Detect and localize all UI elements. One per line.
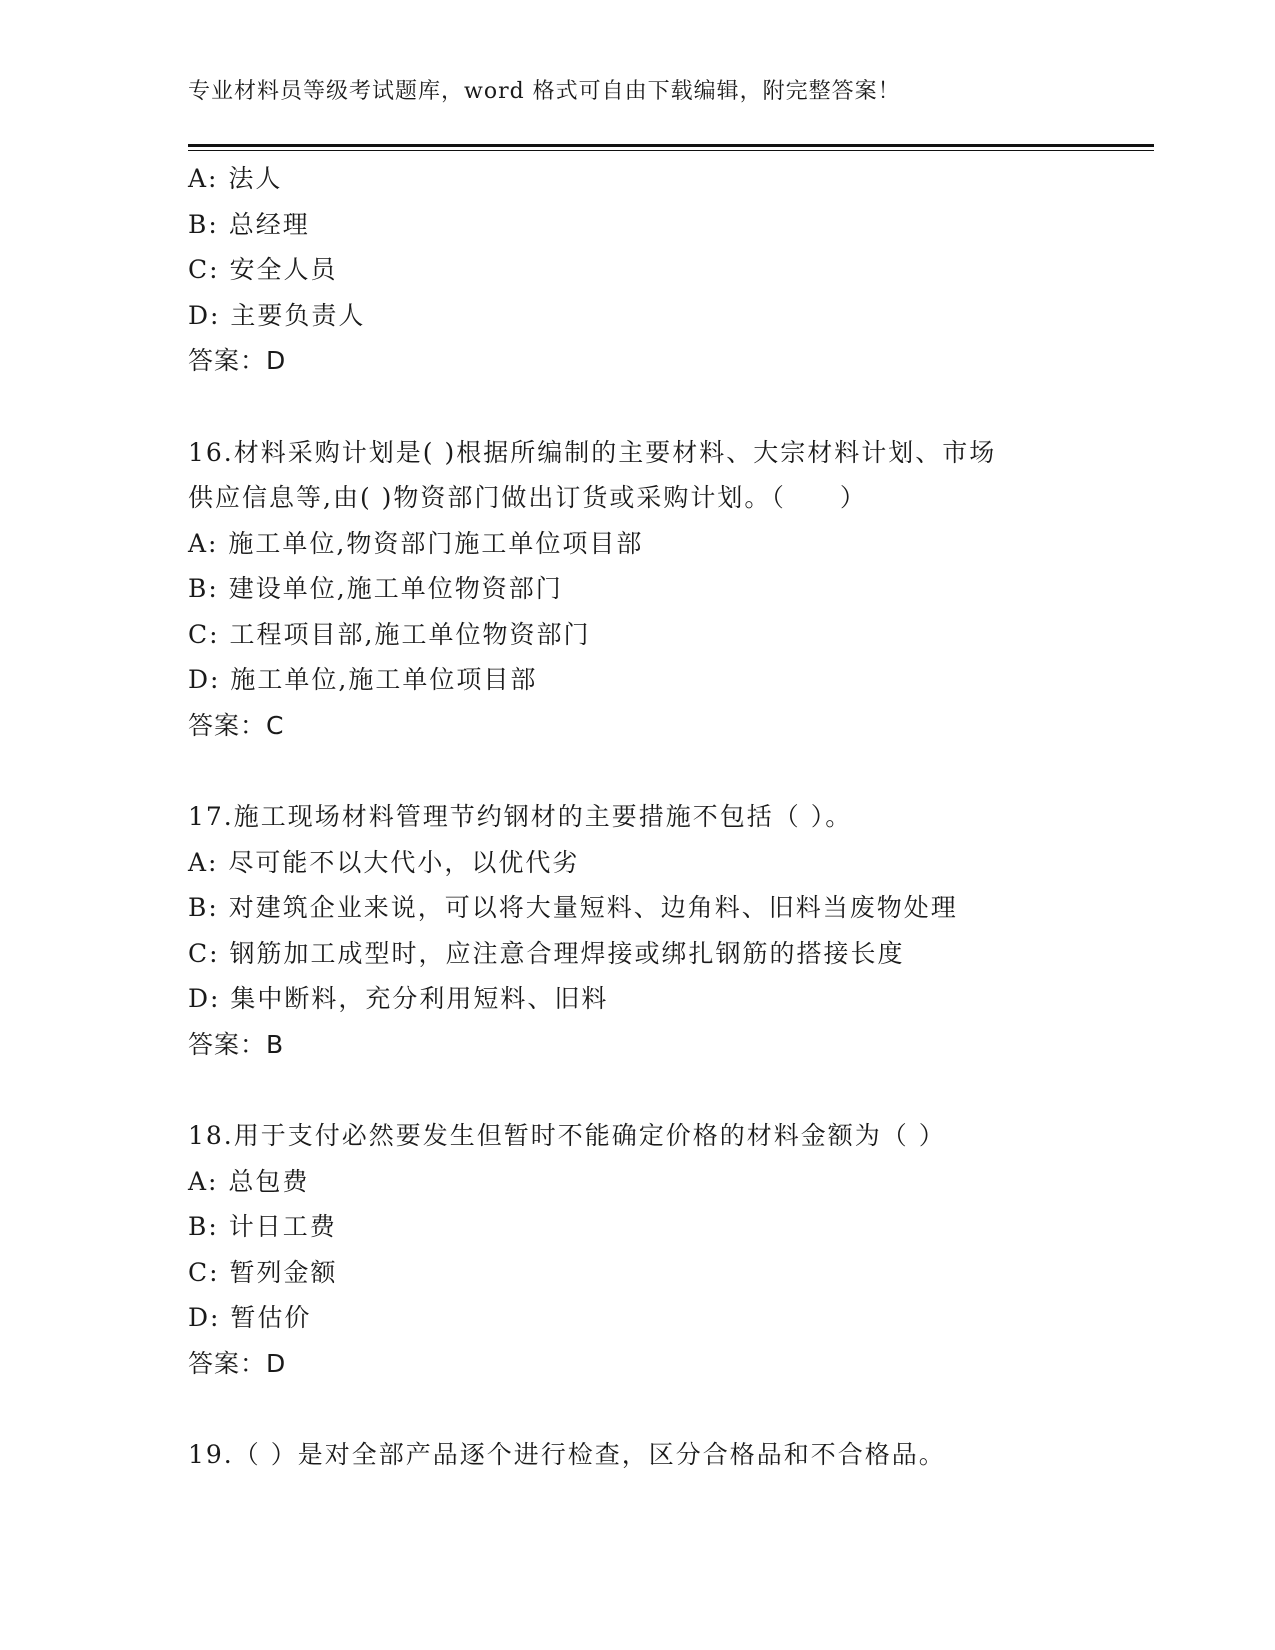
spacer xyxy=(188,384,1148,430)
option-d: D: 集中断料，充分利用短料、旧料 xyxy=(188,984,609,1013)
header-note: 专业材料员等级考试题库，word 格式可自由下载编辑，附完整答案！ xyxy=(188,79,901,104)
question-stem: 16.材料采购计划是( )根据所编制的主要材料、大宗材料计划、市场 xyxy=(188,437,997,467)
question-16 xyxy=(188,430,1148,749)
option-a: A: 尽可能不以大代小，以优代劣 xyxy=(188,847,580,877)
option-c: C: 钢筋加工成型时，应注意合理焊接或绑扎钢筋的搭接长度 xyxy=(188,938,905,968)
question-stem: 19.（ ）是对全部产品逐个进行检查，区分合格品和不合格品。 xyxy=(188,1440,946,1469)
question-stem: 18.用于支付必然要发生但暂时不能确定价格的材料金额为（ ） xyxy=(188,1121,946,1150)
option-a: A: 法人 xyxy=(188,164,283,193)
answer: 答案：D xyxy=(188,346,287,375)
option-a: A: 总包费 xyxy=(188,1166,310,1196)
prev-question-block xyxy=(188,156,1148,384)
option-d: D: 主要负责人 xyxy=(188,300,366,330)
answer: 答案：B xyxy=(188,1029,285,1059)
option-c: C: 工程项目部,施工单位物资部门 xyxy=(188,619,591,649)
answer: 答案：D xyxy=(188,1348,287,1378)
option-d: D: 暂估价 xyxy=(188,1303,312,1332)
header-rule-thick xyxy=(188,144,1154,147)
option-d: D: 施工单位,施工单位项目部 xyxy=(188,665,538,694)
header-rule-thin xyxy=(188,150,1154,151)
spacer xyxy=(188,1386,1148,1432)
question-list xyxy=(188,156,1148,1478)
question-stem-continued: 供应信息等,由( )物资部门做出订货或采购计划。（ ） xyxy=(188,483,867,512)
option-c: C: 暂列金额 xyxy=(188,1257,338,1287)
option-b: B: 对建筑企业来说，可以将大量短料、边角料、旧料当废物处理 xyxy=(188,893,958,922)
question-19 xyxy=(188,1432,1148,1478)
spacer xyxy=(188,1067,1148,1113)
spacer xyxy=(188,748,1148,794)
question-17 xyxy=(188,794,1148,1067)
option-b: B: 建设单位,施工单位物资部门 xyxy=(188,574,563,603)
option-c: C: 安全人员 xyxy=(188,255,338,284)
option-a: A: 施工单位,物资部门施工单位项目部 xyxy=(188,528,644,558)
question-stem: 17.施工现场材料管理节约钢材的主要措施不包括（ ）。 xyxy=(188,802,853,831)
answer: 答案：C xyxy=(188,710,285,740)
option-b: B: 总经理 xyxy=(188,209,310,239)
option-b: B: 计日工费 xyxy=(188,1212,337,1241)
question-18 xyxy=(188,1113,1148,1386)
